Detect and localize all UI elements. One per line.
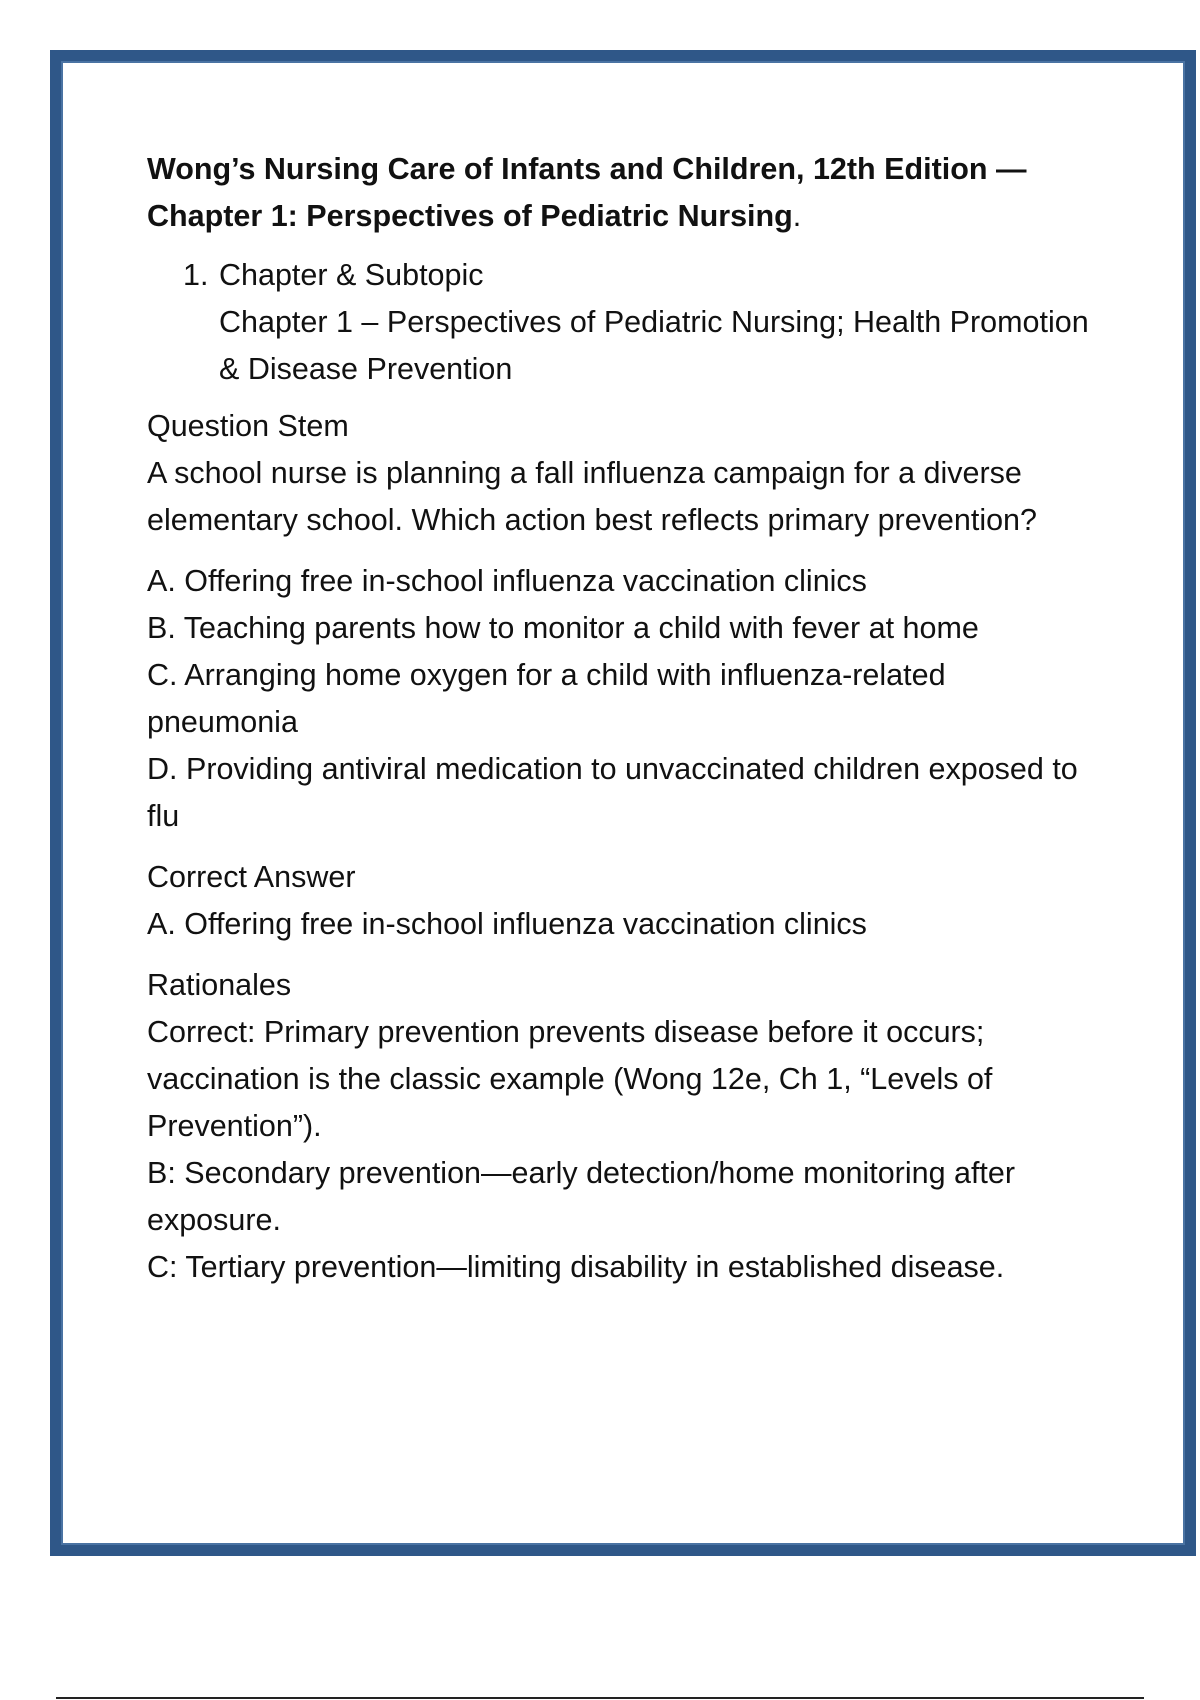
option-b: B. Teaching parents how to monitor a child with fever at home: [147, 611, 979, 645]
document-content: [147, 146, 1097, 1305]
item-number: 1.: [183, 258, 209, 292]
rationales-heading: Rationales: [147, 968, 292, 1002]
title-line-2: [147, 193, 1097, 240]
title-line-2-text: Chapter 1: Perspectives of Pediatric Nursing: [147, 199, 793, 233]
bottom-divider-line: [56, 1697, 1144, 1699]
option-d: D. Providing antiviral medication to unvaccinated children exposed to flu: [147, 752, 1078, 833]
option-c: C. Arranging home oxygen for a child with influenza-related pneumonia: [147, 658, 946, 739]
answer-section: [147, 854, 1097, 948]
title-line-1: Wong’s Nursing Care of Infants and Children, 12th Edition —: [147, 152, 1027, 186]
answer-text: A. Offering free in-school influenza vaccination clinics: [147, 907, 867, 941]
answer-heading: Correct Answer: [147, 860, 356, 894]
title-period: .: [792, 199, 802, 233]
rationale-c: C: Tertiary prevention—limiting disability in established disease.: [147, 1250, 1005, 1284]
item-heading: Chapter & Subtopic: [219, 258, 484, 292]
numbered-item-header: [183, 252, 1097, 299]
options-list: [147, 558, 1097, 840]
numbered-item-chapter-subtopic: [147, 252, 1097, 393]
rationale-correct: Correct: Primary prevention prevents disease before it occurs; vaccination is the classic example (Wong 12e, Ch 1, “Levels of Prevention”).: [147, 1015, 993, 1143]
question-section: [147, 403, 1097, 544]
document-title: [147, 146, 1097, 240]
rationales-section: [147, 962, 1097, 1291]
rationale-b: B: Secondary prevention—early detection/home monitoring after exposure.: [147, 1156, 1016, 1237]
item-text: Chapter 1 – Perspectives of Pediatric Nursing; Health Promotion & Disease Prevention: [219, 305, 1089, 386]
option-a: A. Offering free in-school influenza vaccination clinics: [147, 564, 867, 598]
question-text: A school nurse is planning a fall influenza campaign for a diverse elementary school. Which action best reflects primary prevention?: [147, 456, 1037, 537]
question-heading: Question Stem: [147, 409, 349, 443]
